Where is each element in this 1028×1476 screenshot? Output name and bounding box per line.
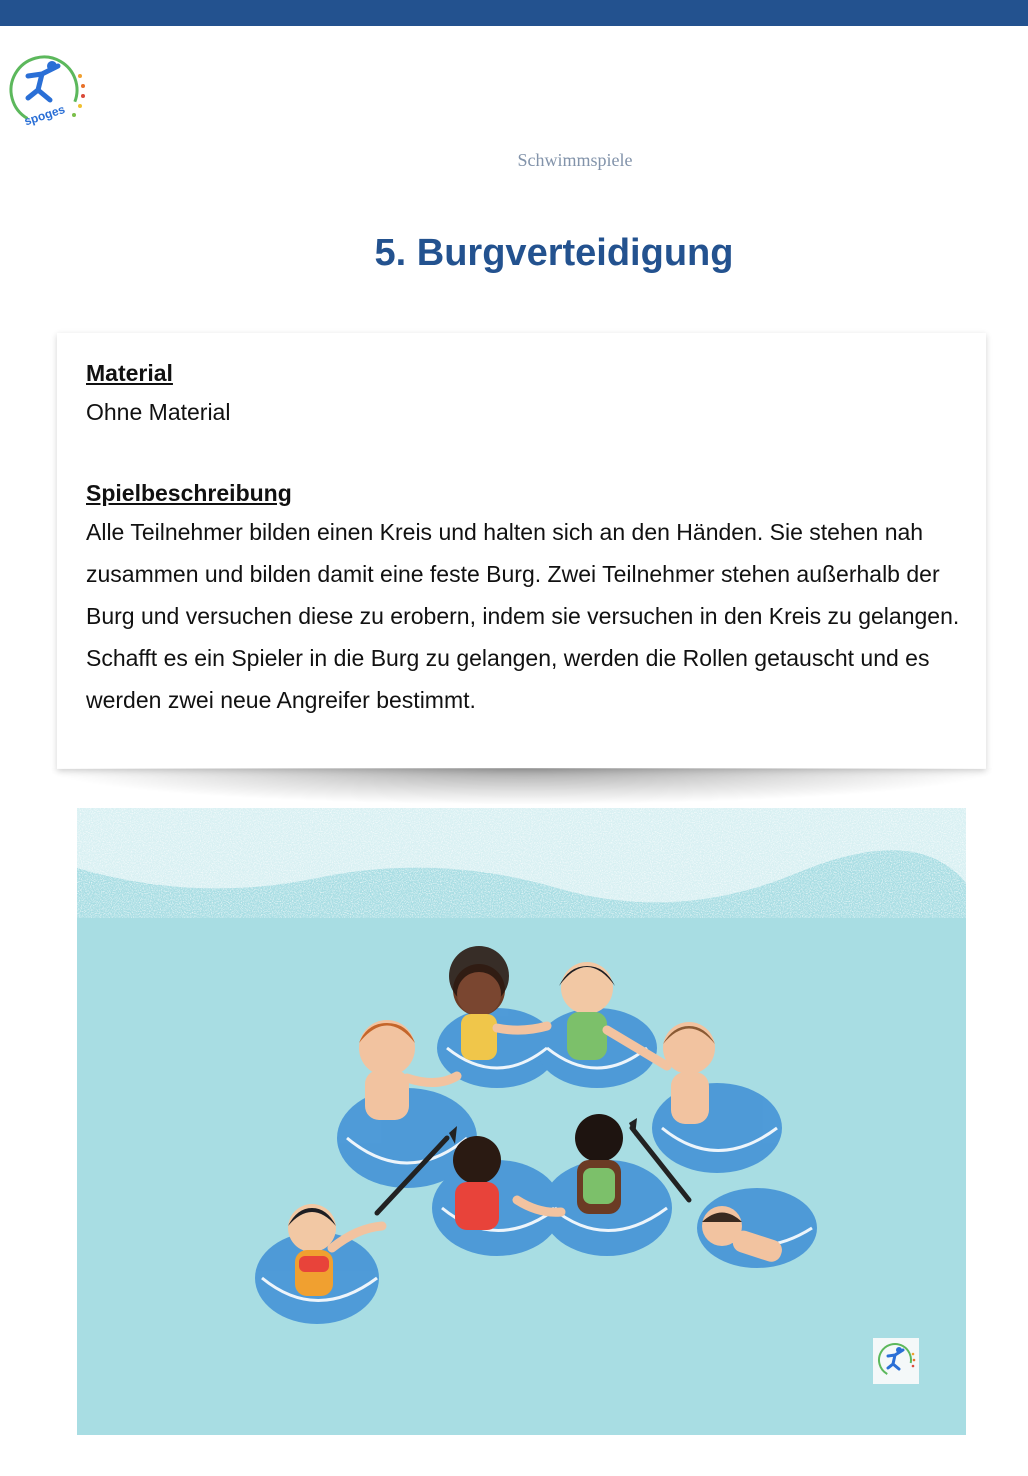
running-head: Schwimmspiele (517, 150, 633, 170)
logo-text: spoges (22, 102, 67, 129)
spoges-logo (6, 52, 90, 132)
description-text: Alle Teilnehmer bilden einen Kreis und halten sich an den Händen. Sie stehen nah zusammen und bilden damit eine feste Burg. Zwei Teilnehmer stehen außerhalb der Burg und versuchen diese zu erobern, indem sie versuchen in den Kreis zu gelangen. Schafft es ein Spieler in die Burg zu gelangen, werden die Rollen getauscht und es werden zwei neue Angreifer bestimmt. (86, 519, 960, 713)
card-shadow (52, 768, 992, 804)
top-bar (0, 0, 1028, 26)
description-card (57, 333, 986, 769)
page-title: 5. Burgverteidigung (374, 232, 734, 274)
material-text: Ohne Material (86, 399, 231, 425)
description-heading: Spielbeschreibung (86, 480, 292, 506)
material-heading: Material (86, 360, 173, 386)
spoges-mini-logo (873, 1338, 919, 1384)
swimming-kids-illustration (77, 808, 966, 1435)
